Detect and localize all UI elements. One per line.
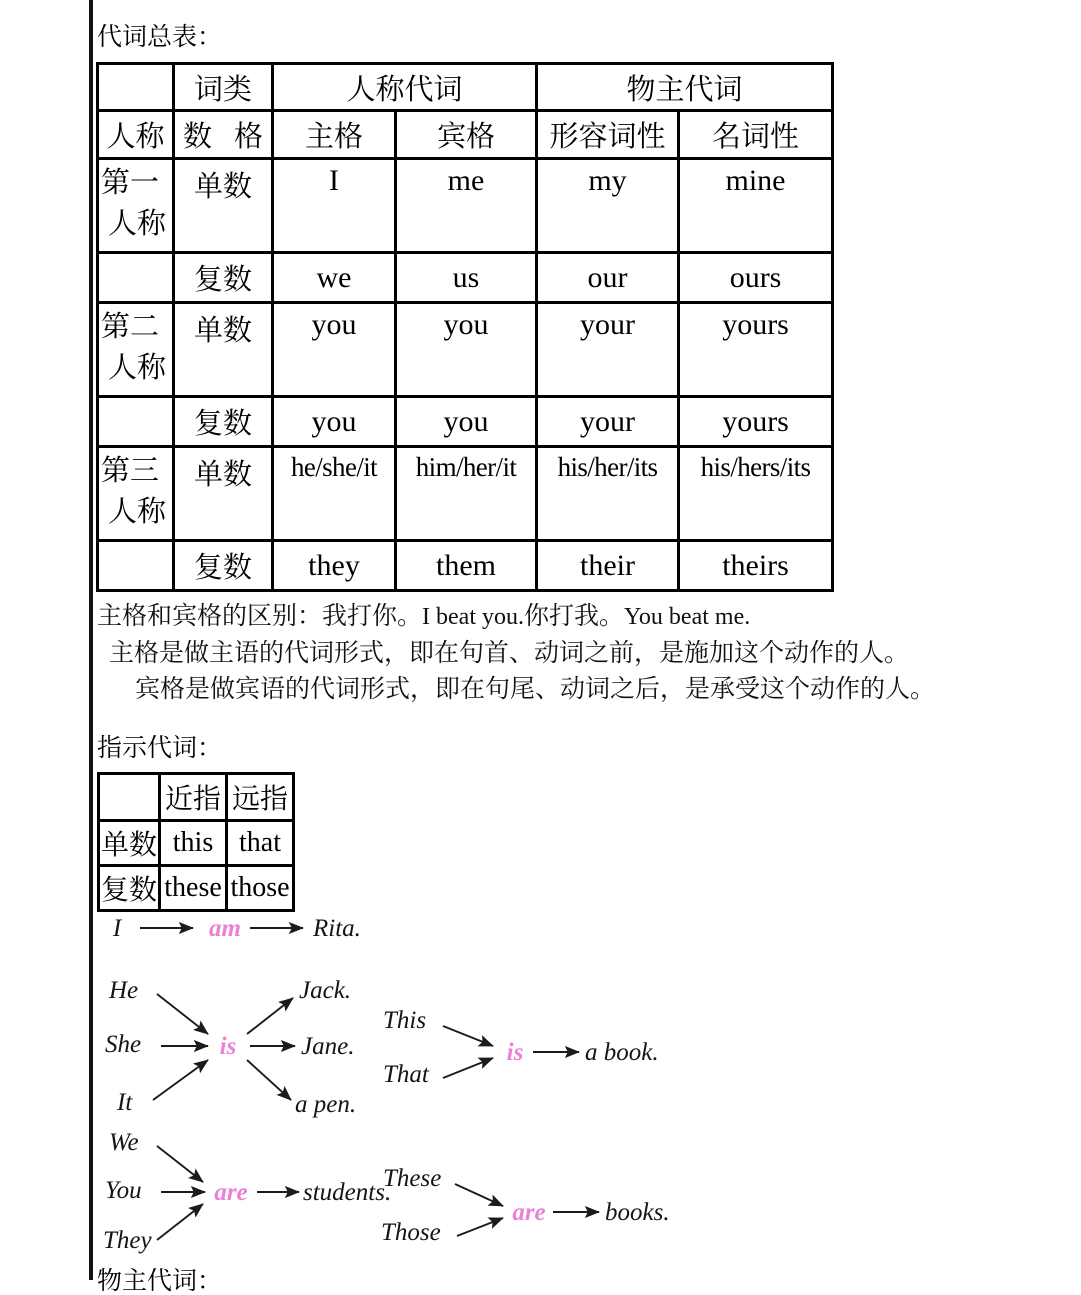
cell-possessive-noun: his/hers/its	[679, 447, 833, 541]
explanation-block	[97, 598, 935, 707]
diagram-group-is	[105, 977, 356, 1118]
cell-possessive-adjective: our	[537, 253, 679, 303]
person-label-line2: 人称	[108, 208, 167, 240]
cell-objective: you	[396, 397, 537, 447]
clipped-bottom-heading: 物主代词：	[97, 1267, 223, 1295]
diagram-predicate: Rita.	[313, 915, 361, 942]
demo-cell-far: that	[227, 821, 294, 866]
diagram-verb: am	[209, 915, 241, 942]
cell-objective: me	[396, 159, 537, 253]
cell-person-blank	[98, 541, 174, 591]
diagram-arrow	[157, 1146, 203, 1182]
header-person: 人称	[98, 111, 174, 159]
cell-subjective: you	[273, 397, 396, 447]
cell-objective: us	[396, 253, 537, 303]
diagram-arrow	[455, 1184, 503, 1206]
diagram-group-these-are	[381, 1165, 670, 1246]
cell-objective: you	[396, 303, 537, 397]
cell-possessive-noun: yours	[679, 397, 833, 447]
cell-subjective: you	[273, 303, 396, 397]
cell-person-third	[98, 447, 174, 541]
header-personal-pronoun: 人称代词	[273, 64, 537, 111]
header-subjective: 主格	[273, 111, 396, 159]
person-label-line1: 第二	[101, 311, 160, 343]
diagram-arrow	[457, 1218, 503, 1236]
person-label-line2: 人称	[108, 352, 167, 384]
diagram-subject: We	[109, 1129, 139, 1156]
diagram-arrow	[247, 998, 293, 1034]
explanation-line-3: 宾格是做宾语的代词形式，即在句尾、动词之后，是承受这个动作的人。	[135, 675, 936, 703]
header-number-case	[174, 111, 273, 159]
demo-cell-near: these	[160, 866, 227, 911]
be-verb-diagrams	[95, 900, 695, 1265]
demo-cell-near: this	[160, 821, 227, 866]
diagram-predicate: a book.	[585, 1039, 659, 1066]
pronoun-table	[96, 62, 834, 592]
demo-header-blank-corner	[99, 774, 160, 821]
cell-objective: them	[396, 541, 537, 591]
header-possessive-adjective: 形容词性	[537, 111, 679, 159]
diagram-arrow	[247, 1060, 291, 1100]
header-possessive-pronoun: 物主代词	[537, 64, 833, 111]
cell-possessive-noun: theirs	[679, 541, 833, 591]
demonstrative-table	[97, 772, 295, 912]
cell-number: 单数	[174, 159, 273, 253]
diagram-subject: You	[105, 1177, 142, 1204]
explanation-line-1-en-a: I beat you.	[422, 604, 524, 630]
diagram-subject: This	[383, 1007, 427, 1034]
table-row	[98, 159, 833, 253]
cell-number: 复数	[174, 397, 273, 447]
demo-header-near: 近指	[160, 774, 227, 821]
cell-possessive-adjective: his/her/its	[537, 447, 679, 541]
cell-possessive-noun: mine	[679, 159, 833, 253]
cell-subjective: I	[273, 159, 396, 253]
pronoun-table-heading: 代词总表：	[97, 23, 223, 51]
cell-subjective: we	[273, 253, 396, 303]
diagram-group-are	[103, 1129, 391, 1254]
diagram-subject: I	[112, 915, 122, 942]
explanation-line-1-cn-mid: 你打我。	[523, 602, 624, 630]
table-header-row-2	[98, 111, 833, 159]
header-objective: 宾格	[396, 111, 537, 159]
person-label-line2: 人称	[108, 496, 167, 528]
diagram-group-this-is	[383, 1007, 659, 1088]
table-header-row-1	[98, 64, 833, 111]
table-row	[99, 821, 294, 866]
demo-cell-number: 单数	[99, 821, 160, 866]
cell-possessive-adjective: their	[537, 541, 679, 591]
diagram-predicate: students.	[303, 1179, 392, 1206]
header-number: 数	[182, 121, 212, 153]
diagram-arrow	[157, 1204, 203, 1240]
table-row	[98, 303, 833, 397]
diagram-verb: is	[506, 1039, 524, 1066]
cell-subjective: they	[273, 541, 396, 591]
cell-person-first	[98, 159, 174, 253]
cell-number: 复数	[174, 541, 273, 591]
cell-objective: him/her/it	[396, 447, 537, 541]
diagram-subject: That	[383, 1061, 429, 1088]
header-blank-corner	[98, 64, 174, 111]
diagram-predicate: Jack.	[299, 977, 352, 1004]
cell-number: 单数	[174, 447, 273, 541]
diagram-arrow	[157, 994, 208, 1034]
explanation-line-1-en-b: You beat me.	[624, 604, 751, 630]
diagram-subject: It	[117, 1089, 133, 1116]
table-row	[98, 253, 833, 303]
diagram-predicate: a pen.	[295, 1091, 357, 1118]
cell-possessive-adjective: your	[537, 303, 679, 397]
diagram-subject: These	[383, 1165, 442, 1192]
explanation-line-2: 主格是做主语的代词形式，即在句首、动词之前，是施加这个动作的人。	[109, 639, 910, 667]
demo-cell-far: those	[227, 866, 294, 911]
cell-subjective: he/she/it	[273, 447, 396, 541]
demo-header-far: 远指	[227, 774, 294, 821]
diagram-subject: He	[109, 977, 139, 1004]
diagram-subject: She	[105, 1031, 142, 1058]
table-row	[98, 447, 833, 541]
cell-possessive-adjective: my	[537, 159, 679, 253]
person-label-line1: 第一	[101, 167, 160, 199]
cell-possessive-noun: yours	[679, 303, 833, 397]
diagram-verb: are	[214, 1179, 248, 1206]
explanation-line-1	[97, 598, 935, 635]
cell-person-second	[98, 303, 174, 397]
diagram-subject: They	[103, 1227, 152, 1254]
header-possessive-noun: 名词性	[679, 111, 833, 159]
table-row	[98, 397, 833, 447]
cell-person-blank	[98, 397, 174, 447]
diagram-predicate: books.	[605, 1199, 670, 1226]
diagram-arrow	[153, 1060, 208, 1100]
diagram-arrow	[443, 1026, 493, 1046]
diagram-predicate: Jane.	[301, 1033, 355, 1060]
header-case: 格	[234, 121, 264, 153]
diagram-arrow	[443, 1058, 493, 1078]
diagram-verb: are	[512, 1199, 546, 1226]
diagram-group-am	[112, 915, 361, 942]
page-edge-rule	[89, 0, 93, 1280]
header-word-class: 词类	[174, 64, 273, 111]
cell-number: 单数	[174, 303, 273, 397]
demo-cell-number: 复数	[99, 866, 160, 911]
cell-person-blank	[98, 253, 174, 303]
diagram-subject: Those	[381, 1219, 441, 1246]
demonstrative-heading: 指示代词：	[97, 734, 223, 762]
cell-possessive-adjective: your	[537, 397, 679, 447]
diagram-verb: is	[219, 1033, 237, 1060]
table-row	[98, 541, 833, 591]
explanation-line-1-cn: 主格和宾格的区别：我打你。	[97, 602, 423, 630]
cell-possessive-noun: ours	[679, 253, 833, 303]
cell-number: 复数	[174, 253, 273, 303]
table-header-row	[99, 774, 294, 821]
person-label-line1: 第三	[101, 455, 160, 487]
